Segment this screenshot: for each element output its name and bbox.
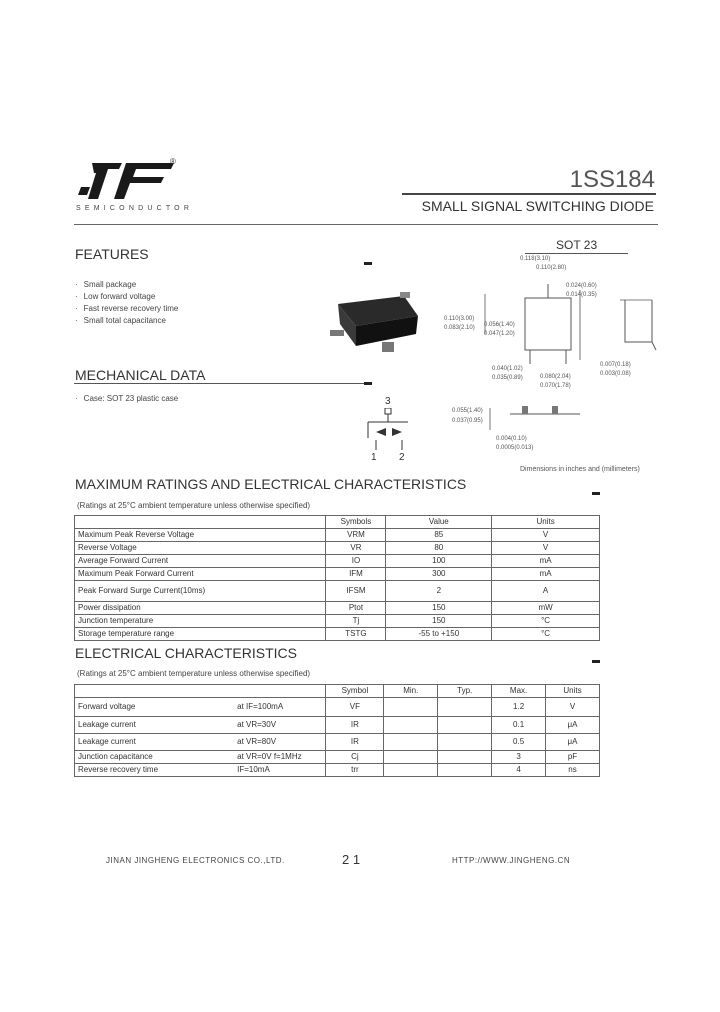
symbol-cell: IR [326, 717, 384, 734]
table-row [75, 615, 600, 628]
mechanical-title: MECHANICAL DATA [75, 367, 206, 383]
page-number: 2 1 [342, 852, 361, 867]
unit-cell: mA [492, 568, 600, 581]
param-cell: Leakage current [75, 717, 235, 734]
diode-schematic [364, 408, 414, 456]
typ-cell [438, 717, 492, 734]
features-title: FEATURES [75, 246, 149, 262]
header-cell: Units [492, 516, 600, 529]
table-row [75, 628, 600, 641]
param-cell: Maximum Peak Reverse Voltage [75, 529, 326, 542]
features-list [75, 279, 178, 327]
unit-cell: μA [546, 717, 600, 734]
dim-label: 0.035(0.89) [492, 375, 523, 381]
dim-label: 0.110(3.00) [444, 316, 475, 322]
symbol-cell: VR [326, 542, 386, 555]
part-number: 1SS184 [569, 166, 655, 193]
value-cell: 100 [386, 555, 492, 568]
table-row [75, 734, 600, 751]
header-cell: Symbol [326, 685, 384, 698]
param-cell: Forward voltage [75, 698, 235, 717]
header-cell: Units [546, 685, 600, 698]
table-row [75, 581, 600, 602]
dim-label: 0.003(0.08) [600, 371, 631, 377]
max-ratings-table [74, 515, 600, 641]
list-item: · Small total capacitance [75, 315, 178, 327]
param-cell: Reverse Voltage [75, 542, 326, 555]
table-header-row [75, 685, 600, 698]
typ-cell [438, 751, 492, 764]
header-cell: Symbols [326, 516, 386, 529]
value-cell: -55 to +150 [386, 628, 492, 641]
table-row [75, 555, 600, 568]
param-cell: Storage temperature range [75, 628, 326, 641]
dim-label: 0.083(2.10) [444, 325, 475, 331]
footer-company: JINAN JINGHENG ELECTRONICS CO.,LTD. [106, 856, 285, 865]
table-row [75, 751, 600, 764]
pin-2-label: 2 [399, 452, 405, 463]
symbol-cell: VF [326, 698, 384, 717]
symbol-cell: IFSM [326, 581, 386, 602]
table-header-row [75, 516, 600, 529]
max-cell: 1.2 [492, 698, 546, 717]
max-cell: 0.5 [492, 734, 546, 751]
header-divider [74, 224, 658, 225]
units-note: Dimensions in inches and (millimeters) [520, 466, 640, 473]
dim-label: 0.080(2.04) [540, 374, 571, 380]
value-cell: 300 [386, 568, 492, 581]
table-row [75, 602, 600, 615]
header-cell [75, 516, 326, 529]
value-cell: 2 [386, 581, 492, 602]
typ-cell [438, 734, 492, 751]
condition-cell: at VR=0V f=1MHz [234, 751, 326, 764]
table-row [75, 764, 600, 777]
unit-cell: V [546, 698, 600, 717]
condition-cell: at VR=80V [234, 734, 326, 751]
elec-table [74, 684, 600, 777]
param-cell: Junction capacitance [75, 751, 235, 764]
unit-cell: °C [492, 615, 600, 628]
section-marker [364, 262, 372, 265]
unit-cell: pF [546, 751, 600, 764]
unit-cell: V [492, 529, 600, 542]
section-marker [364, 382, 372, 385]
footer-website[interactable]: HTTP://WWW.JINGHENG.CN [452, 856, 571, 865]
elec-note: (Ratings at 25°C ambient temperature unless otherwise specified) [77, 669, 311, 678]
value-cell: 150 [386, 602, 492, 615]
max-ratings-note: (Ratings at 25°C ambient temperature unless otherwise specified) [77, 501, 311, 510]
typ-cell [438, 764, 492, 777]
dim-label: 0.037(0.95) [452, 418, 483, 424]
dim-label: 0.024(0.60) [566, 283, 597, 289]
table-row [75, 529, 600, 542]
symbol-cell: IO [326, 555, 386, 568]
dim-label: 0.007(0.18) [600, 362, 631, 368]
max-ratings-title: MAXIMUM RATINGS AND ELECTRICAL CHARACTERISTICS [75, 476, 467, 492]
condition-cell: at VR=30V [234, 717, 326, 734]
unit-cell: mW [492, 602, 600, 615]
dim-label: 0.014(0.35) [566, 292, 597, 298]
unit-cell: V [492, 542, 600, 555]
min-cell [384, 764, 438, 777]
pin-1-label: 1 [371, 452, 377, 463]
value-cell: 85 [386, 529, 492, 542]
list-item: · Fast reverse recovery time [75, 303, 178, 315]
param-cell: Leakage current [75, 734, 235, 751]
min-cell [384, 734, 438, 751]
symbol-cell: Cj [326, 751, 384, 764]
section-marker [592, 492, 600, 495]
header-cell: Value [386, 516, 492, 529]
dim-label: 0.056(1.40) [484, 322, 515, 328]
param-cell: Maximum Peak Forward Current [75, 568, 326, 581]
unit-cell: μA [546, 734, 600, 751]
typ-cell [438, 698, 492, 717]
max-cell: 0.1 [492, 717, 546, 734]
min-cell [384, 698, 438, 717]
header-rule [402, 193, 656, 195]
list-item: · Case: SOT 23 plastic case [75, 393, 178, 405]
param-cell: Power dissipation [75, 602, 326, 615]
elec-title: ELECTRICAL CHARACTERISTICS [75, 645, 297, 661]
unit-cell: ns [546, 764, 600, 777]
company-tagline: SEMICONDUCTOR [76, 205, 194, 212]
symbol-cell: Tj [326, 615, 386, 628]
param-cell: Junction temperature [75, 615, 326, 628]
param-cell: Reverse recovery time [75, 764, 235, 777]
table-row [75, 542, 600, 555]
package-side-drawing [470, 400, 590, 440]
pin-3-label: 3 [385, 396, 391, 407]
condition-cell: IF=10mA [234, 764, 326, 777]
dim-label: 0.110(2.80) [536, 265, 567, 271]
max-cell: 4 [492, 764, 546, 777]
symbol-cell: IFM [326, 568, 386, 581]
unit-cell: mA [492, 555, 600, 568]
dim-label: 0.0005(0.013) [496, 445, 534, 451]
header-cell: Typ. [438, 685, 492, 698]
param-cell: Average Forward Current [75, 555, 326, 568]
dim-label: 0.055(1.40) [452, 408, 483, 414]
header-cell [75, 685, 326, 698]
table-row [75, 717, 600, 734]
condition-cell: at IF=100mA [234, 698, 326, 717]
document-title: SMALL SIGNAL SWITCHING DIODE [421, 198, 654, 214]
list-item: · Low forward voltage [75, 291, 178, 303]
table-row [75, 568, 600, 581]
symbol-cell: trr [326, 764, 384, 777]
unit-cell: A [492, 581, 600, 602]
min-cell [384, 717, 438, 734]
section-marker [592, 660, 600, 663]
symbol-cell: VRM [326, 529, 386, 542]
dim-label: 0.004(0.10) [496, 436, 527, 442]
unit-cell: °C [492, 628, 600, 641]
dim-label: 0.118(3.10) [520, 256, 551, 262]
dim-label: 0.047(1.20) [484, 331, 515, 337]
package-rule [525, 253, 628, 254]
section-rule [74, 383, 366, 384]
company-logo [78, 163, 178, 199]
table-row [75, 698, 600, 717]
mechanical-list [75, 393, 178, 405]
list-item: · Small package [75, 279, 178, 291]
header-cell: Max. [492, 685, 546, 698]
symbol-cell: Ptot [326, 602, 386, 615]
max-cell: 3 [492, 751, 546, 764]
value-cell: 80 [386, 542, 492, 555]
package-name: SOT 23 [556, 238, 598, 252]
min-cell [384, 751, 438, 764]
symbol-cell: IR [326, 734, 384, 751]
registered-mark: ® [170, 157, 176, 166]
dim-label: 0.040(1.02) [492, 366, 523, 372]
param-cell: Peak Forward Surge Current(10ms) [75, 581, 326, 602]
symbol-cell: TSTG [326, 628, 386, 641]
dim-label: 0.070(1.78) [540, 383, 571, 389]
value-cell: 150 [386, 615, 492, 628]
header-cell: Min. [384, 685, 438, 698]
package-photo [326, 290, 426, 362]
